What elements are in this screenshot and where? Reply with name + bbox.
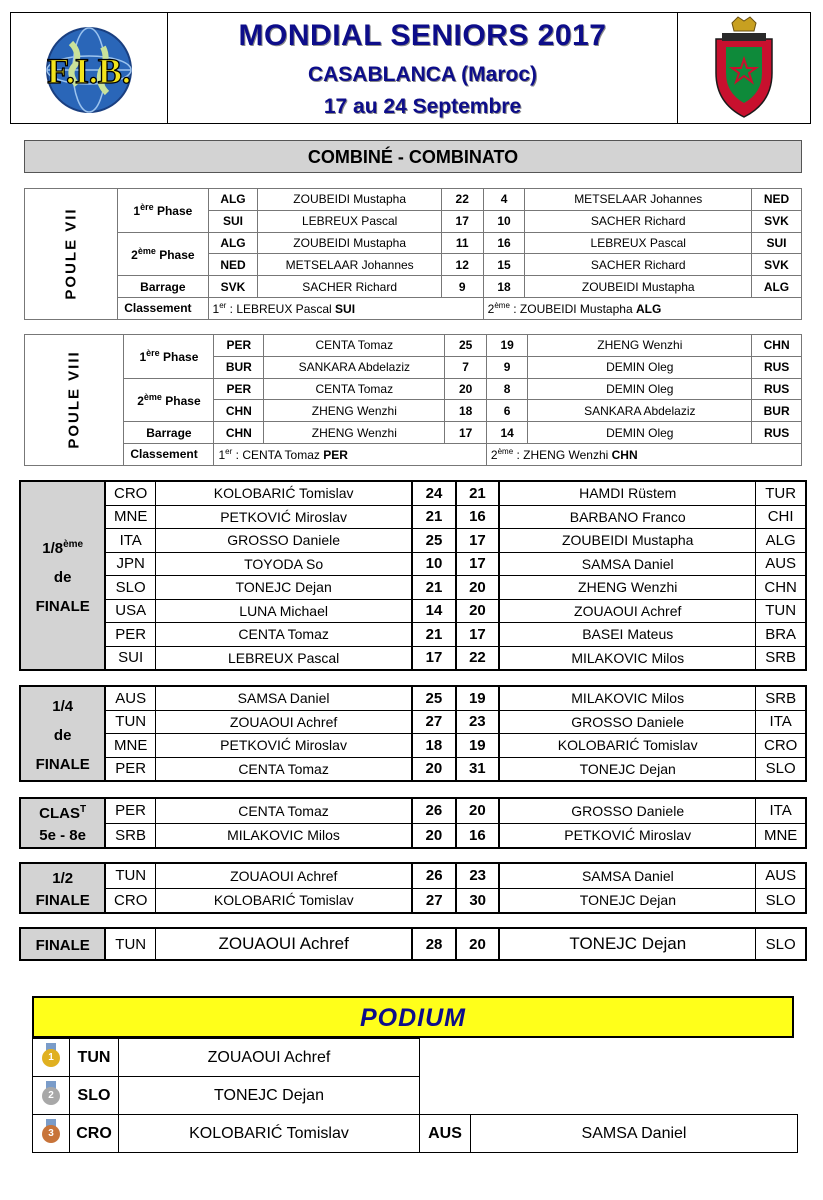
country-code: SVK xyxy=(751,254,801,276)
rank-separator: : xyxy=(509,301,520,316)
score: 19 xyxy=(486,335,528,357)
score: 27 xyxy=(412,710,455,734)
country-code: CHN xyxy=(214,422,264,444)
score: 8 xyxy=(486,378,528,400)
score: 23 xyxy=(456,710,499,734)
country-code: SUI xyxy=(208,210,258,232)
player-name: ZHENG Wenzhi xyxy=(264,422,445,444)
header xyxy=(10,12,811,124)
podium-row xyxy=(33,1039,798,1077)
player-name: MILAKOVIC Milos xyxy=(499,686,756,710)
score: 17 xyxy=(456,529,499,553)
score: 20 xyxy=(456,928,499,960)
country-code: TUN xyxy=(105,710,155,734)
country-code: AUS xyxy=(756,863,806,888)
poule-match-row xyxy=(25,335,802,357)
country-code: PER xyxy=(214,378,264,400)
classement-second xyxy=(483,297,801,319)
fib-logo xyxy=(11,13,168,123)
country-code: SRB xyxy=(105,823,155,848)
match-row xyxy=(20,481,806,505)
country-code: NED xyxy=(208,254,258,276)
score: 20 xyxy=(412,757,455,781)
score: 16 xyxy=(456,823,499,848)
country-code: RUS xyxy=(752,356,802,378)
rank-country: PER xyxy=(323,447,348,462)
match-row xyxy=(20,529,806,553)
match-row xyxy=(20,928,806,960)
classement-second xyxy=(486,443,801,465)
podium-title: PODIUM xyxy=(32,996,794,1038)
player-name: PETKOVIĆ Miroslav xyxy=(156,505,413,529)
round-final xyxy=(19,927,807,961)
country-code: RUS xyxy=(752,422,802,444)
score: 4 xyxy=(483,189,525,211)
player-name: ZHENG Wenzhi xyxy=(264,400,445,422)
player-name: KOLOBARIĆ Tomislav xyxy=(499,734,756,758)
round-label-line2: de xyxy=(53,569,72,586)
country-code: CRO xyxy=(756,734,806,758)
country-code: SLO xyxy=(756,757,806,781)
country-code: CRO xyxy=(105,481,155,505)
poule-name xyxy=(25,335,124,466)
round-label-line1 xyxy=(21,864,104,890)
rank-number: 2 xyxy=(490,447,498,462)
phase-word: Phase xyxy=(165,393,201,408)
phase-label xyxy=(118,189,208,233)
bronze-medal-icon xyxy=(42,1119,60,1143)
score: 30 xyxy=(456,888,499,913)
country-code: SUI xyxy=(105,646,155,670)
event-city: CASABLANCA (Maroc) xyxy=(307,63,538,86)
country-code: RUS xyxy=(752,378,802,400)
score: 25 xyxy=(412,686,455,710)
poule-name-label: POULE VII xyxy=(62,207,80,300)
player-name: ZHENG Wenzhi xyxy=(528,335,752,357)
country-code: BUR xyxy=(752,400,802,422)
poule-match-row xyxy=(25,189,802,211)
country-code: SLO xyxy=(756,888,806,913)
player-name: TONEJC Dejan xyxy=(499,888,755,913)
score: 17 xyxy=(445,422,487,444)
rank-suffix: ème xyxy=(497,446,514,456)
country-code: BUR xyxy=(214,356,264,378)
rank-separator: : xyxy=(513,447,524,462)
score: 17 xyxy=(456,552,499,576)
country-code: PER xyxy=(105,623,155,647)
score: 26 xyxy=(412,798,455,823)
rank-suffix: er xyxy=(219,300,227,310)
country-code: PER xyxy=(105,757,155,781)
match-row xyxy=(20,734,806,758)
round-classement-5-8 xyxy=(19,797,807,849)
score: 21 xyxy=(412,505,455,529)
rank-player: ZHENG Wenzhi xyxy=(523,447,612,462)
phase-suffix: ème xyxy=(137,245,156,256)
player-name: LEBREUX Pascal xyxy=(258,210,441,232)
player-name: SACHER Richard xyxy=(258,276,441,298)
podium-player: ZOUAOUI Achref xyxy=(119,1039,420,1077)
phase-number: 1 xyxy=(139,350,147,365)
player-name: ZOUAOUI Achref xyxy=(156,863,413,888)
score: 16 xyxy=(456,505,499,529)
player-name: ZHENG Wenzhi xyxy=(499,576,756,600)
score: 18 xyxy=(483,276,525,298)
poule-viii-table xyxy=(24,334,802,466)
country-code: SLO xyxy=(756,928,806,960)
score: 17 xyxy=(441,210,483,232)
round-label-line1 xyxy=(21,799,104,825)
phase-word: Phase xyxy=(156,204,193,219)
player-name: LEBREUX Pascal xyxy=(156,646,413,670)
player-name: DEMIN Oleg xyxy=(528,356,752,378)
player-name: ZOUBEIDI Mustapha xyxy=(258,189,441,211)
score: 12 xyxy=(441,254,483,276)
round-semi-final xyxy=(19,862,807,914)
round-label-line3: FINALE xyxy=(35,756,90,773)
round-label-main: CLAS xyxy=(39,805,80,822)
phase-label xyxy=(118,232,208,276)
score: 11 xyxy=(441,232,483,254)
country-code: PER xyxy=(105,798,155,823)
podium-player: TONEJC Dejan xyxy=(119,1077,420,1115)
score: 7 xyxy=(445,356,487,378)
score: 18 xyxy=(412,734,455,758)
country-code: MNE xyxy=(105,734,155,758)
podium-country: TUN xyxy=(70,1039,119,1077)
score: 22 xyxy=(456,646,499,670)
country-code: AUS xyxy=(756,552,806,576)
poule-match-row xyxy=(25,276,802,298)
country-code: NED xyxy=(751,189,801,211)
country-code: SUI xyxy=(751,232,801,254)
player-name: ZOUBEIDI Mustapha xyxy=(525,276,752,298)
player-name: LEBREUX Pascal xyxy=(525,232,752,254)
round-label-line3: FINALE xyxy=(35,598,90,615)
podium-country: SLO xyxy=(70,1077,119,1115)
player-name: BASEI Mateus xyxy=(499,623,756,647)
player-name: CENTA Tomaz xyxy=(156,623,413,647)
score: 14 xyxy=(412,599,455,623)
phase-label xyxy=(124,378,214,422)
player-name: METSELAAR Johannes xyxy=(525,189,752,211)
country-code: ITA xyxy=(756,710,806,734)
score: 26 xyxy=(412,863,455,888)
player-name: SAMSA Daniel xyxy=(499,552,756,576)
gold-medal-icon xyxy=(42,1043,60,1067)
score: 25 xyxy=(445,335,487,357)
player-name: SANKARA Abdelaziz xyxy=(528,400,752,422)
score: 20 xyxy=(456,599,499,623)
player-name: KOLOBARIĆ Tomislav xyxy=(156,481,413,505)
player-name: PETKOVIĆ Miroslav xyxy=(499,823,756,848)
player-name: SAMSA Daniel xyxy=(156,686,413,710)
match-row xyxy=(20,576,806,600)
country-code: SLO xyxy=(105,576,155,600)
rank-number: 1 xyxy=(212,301,220,316)
country-code: USA xyxy=(105,599,155,623)
event-dates: 17 au 24 Septembre xyxy=(323,95,522,118)
score: 28 xyxy=(412,928,455,960)
score: 20 xyxy=(456,798,499,823)
round-label-main: 1/4 xyxy=(52,698,74,715)
player-name: BARBANO Franco xyxy=(499,505,756,529)
round-label xyxy=(20,863,105,913)
round-label-line2: FINALE xyxy=(35,892,90,909)
rank-number: 1 xyxy=(218,447,226,462)
score: 22 xyxy=(441,189,483,211)
player-name: HAMDI Rüstem xyxy=(499,481,756,505)
round-label-main: 1/8 xyxy=(42,540,64,557)
player-name: TONEJC Dejan xyxy=(156,576,413,600)
score: 10 xyxy=(412,552,455,576)
phase-word: Phase xyxy=(163,350,199,365)
score: 20 xyxy=(412,823,455,848)
player-name: MILAKOVIC Milos xyxy=(499,646,756,670)
player-name: ZOUAOUI Achref xyxy=(156,928,413,960)
phase-word: Phase xyxy=(159,247,195,262)
podium-empty-cell xyxy=(420,1039,798,1115)
poule-match-row xyxy=(25,422,802,444)
podium-row xyxy=(33,1115,798,1153)
player-name: LUNA Michael xyxy=(156,599,413,623)
score: 6 xyxy=(486,400,528,422)
match-row xyxy=(20,599,806,623)
player-name: ZOUAOUI Achref xyxy=(499,599,756,623)
round-label xyxy=(20,928,105,960)
rank-number: 2 xyxy=(487,301,495,316)
match-row xyxy=(20,505,806,529)
rank-suffix: er xyxy=(225,446,233,456)
country-code: ALG xyxy=(208,232,258,254)
match-row xyxy=(20,646,806,670)
phase-suffix: ème xyxy=(143,391,162,402)
score: 15 xyxy=(483,254,525,276)
player-name: DEMIN Oleg xyxy=(528,422,752,444)
round-quarter-final xyxy=(19,685,807,782)
classement-row xyxy=(25,297,802,319)
rank-country: CHN xyxy=(611,447,638,462)
player-name: TOYODA So xyxy=(156,552,413,576)
match-row xyxy=(20,552,806,576)
country-code: ITA xyxy=(105,529,155,553)
player-name: GROSSO Daniele xyxy=(156,529,413,553)
player-name: SACHER Richard xyxy=(525,254,752,276)
podium-player: SAMSA Daniel xyxy=(471,1115,798,1153)
player-name: DEMIN Oleg xyxy=(528,378,752,400)
frmb-crest-logo xyxy=(677,13,810,123)
player-name: CENTA Tomaz xyxy=(264,378,445,400)
player-name: KOLOBARIĆ Tomislav xyxy=(156,888,413,913)
player-name: PETKOVIĆ Miroslav xyxy=(156,734,413,758)
country-code: ALG xyxy=(751,276,801,298)
player-name: GROSSO Daniele xyxy=(499,798,756,823)
classement-first xyxy=(208,297,483,319)
round-label-line1 xyxy=(21,933,104,955)
score: 17 xyxy=(412,646,455,670)
country-code: CHN xyxy=(214,400,264,422)
round-label-main: FINALE xyxy=(35,937,90,954)
country-code: CHN xyxy=(756,576,806,600)
page-title: MONDIAL SENIORS 2017 xyxy=(238,19,607,52)
round-label-line2: 5e - 8e xyxy=(39,827,86,844)
rank-suffix: ème xyxy=(494,300,510,310)
score: 16 xyxy=(483,232,525,254)
rank-player: LEBREUX Pascal xyxy=(236,301,336,316)
player-name: MILAKOVIC Milos xyxy=(155,823,412,848)
match-row xyxy=(20,623,806,647)
round-label-line2: de xyxy=(53,727,72,744)
score: 18 xyxy=(445,400,487,422)
fib-logo-text: F.I.B. xyxy=(47,51,131,91)
score: 27 xyxy=(412,888,455,913)
classement-label: Classement xyxy=(124,443,214,465)
score: 9 xyxy=(441,276,483,298)
score: 20 xyxy=(456,576,499,600)
country-code: MNE xyxy=(756,823,806,848)
score: 14 xyxy=(486,422,528,444)
match-row xyxy=(20,798,806,823)
poule-vii-table xyxy=(24,188,802,320)
country-code: BRA xyxy=(756,623,806,647)
medal-number: 2 xyxy=(42,1087,60,1105)
player-name: ZOUAOUI Achref xyxy=(156,710,413,734)
round-label-sup: T xyxy=(79,804,87,815)
phase-label xyxy=(124,335,214,379)
country-code: AUS xyxy=(105,686,155,710)
phase-number: 1 xyxy=(133,204,141,219)
rank-country: SUI xyxy=(335,301,356,316)
score: 19 xyxy=(456,686,499,710)
classement-first xyxy=(214,443,486,465)
score: 31 xyxy=(456,757,499,781)
country-code: SRB xyxy=(756,686,806,710)
podium-player: KOLOBARIĆ Tomislav xyxy=(119,1115,420,1153)
player-name: TONEJC Dejan xyxy=(499,757,756,781)
player-name: ZOUBEIDI Mustapha xyxy=(499,529,756,553)
score: 21 xyxy=(456,481,499,505)
country-code: CHN xyxy=(752,335,802,357)
player-name: METSELAAR Johannes xyxy=(258,254,441,276)
round-label xyxy=(20,481,105,670)
score: 24 xyxy=(412,481,455,505)
podium-table xyxy=(32,1038,798,1153)
score: 21 xyxy=(412,623,455,647)
section-title: COMBINÉ - COMBINATO xyxy=(24,140,802,173)
country-code: ITA xyxy=(756,798,806,823)
medal-cell xyxy=(33,1115,70,1153)
match-row xyxy=(20,863,806,888)
match-row xyxy=(20,710,806,734)
classement-label: Classement xyxy=(118,297,208,319)
country-code: ALG xyxy=(756,529,806,553)
phase-number: 2 xyxy=(131,247,138,262)
score: 21 xyxy=(412,576,455,600)
medal-number: 1 xyxy=(42,1049,60,1067)
medal-cell xyxy=(33,1077,70,1115)
podium-country: AUS xyxy=(420,1115,471,1153)
country-code: TUN xyxy=(105,863,155,888)
round-label-main: 1/2 xyxy=(52,870,74,887)
classement-row xyxy=(25,443,802,465)
match-row xyxy=(20,686,806,710)
poule-name xyxy=(25,189,118,320)
player-name: CENTA Tomaz xyxy=(155,798,412,823)
poule-match-row xyxy=(25,378,802,400)
rank-player: CENTA Tomaz xyxy=(242,447,324,462)
player-name: CENTA Tomaz xyxy=(156,757,413,781)
match-row xyxy=(20,823,806,848)
round-label-line1 xyxy=(21,688,104,721)
player-name: SAMSA Daniel xyxy=(499,863,755,888)
country-code: PER xyxy=(214,335,264,357)
score: 19 xyxy=(456,734,499,758)
country-code: JPN xyxy=(105,552,155,576)
poule-name-label: POULE VIII xyxy=(65,350,83,450)
phase-suffix: ère xyxy=(140,202,154,213)
player-name: SANKARA Abdelaziz xyxy=(264,356,445,378)
rank-separator: : xyxy=(232,447,243,462)
player-name: CENTA Tomaz xyxy=(264,335,445,357)
barrage-label: Barrage xyxy=(124,422,214,444)
country-code: CRO xyxy=(105,888,155,913)
round-eighth-final xyxy=(19,480,807,671)
poule-match-row xyxy=(25,232,802,254)
silver-medal-icon xyxy=(42,1081,60,1105)
round-label xyxy=(20,798,105,848)
score: 9 xyxy=(486,356,528,378)
country-code: MNE xyxy=(105,505,155,529)
country-code: TUR xyxy=(756,481,806,505)
player-name: SACHER Richard xyxy=(525,210,752,232)
barrage-label: Barrage xyxy=(118,276,208,298)
medal-number: 3 xyxy=(42,1125,60,1143)
score: 10 xyxy=(483,210,525,232)
score: 23 xyxy=(456,863,499,888)
score: 17 xyxy=(456,623,499,647)
round-label-line1 xyxy=(21,530,104,563)
phase-number: 2 xyxy=(137,393,144,408)
player-name: TONEJC Dejan xyxy=(499,928,756,960)
phase-suffix: ère xyxy=(146,348,160,359)
podium-country: CRO xyxy=(70,1115,119,1153)
score: 20 xyxy=(445,378,487,400)
match-row xyxy=(20,757,806,781)
country-code: ALG xyxy=(208,189,258,211)
player-name: ZOUBEIDI Mustapha xyxy=(258,232,441,254)
match-row xyxy=(20,888,806,913)
round-label-sup: ème xyxy=(63,539,84,550)
country-code: CHI xyxy=(756,505,806,529)
country-code: SVK xyxy=(208,276,258,298)
country-code: SRB xyxy=(756,646,806,670)
rank-separator: : xyxy=(226,301,237,316)
rank-country: ALG xyxy=(635,301,662,316)
country-code: TUN xyxy=(756,599,806,623)
score: 25 xyxy=(412,529,455,553)
country-code: TUN xyxy=(105,928,155,960)
country-code: SVK xyxy=(751,210,801,232)
medal-cell xyxy=(33,1039,70,1077)
rank-player: ZOUBEIDI Mustapha xyxy=(519,301,636,316)
player-name: GROSSO Daniele xyxy=(499,710,756,734)
round-label xyxy=(20,686,105,781)
